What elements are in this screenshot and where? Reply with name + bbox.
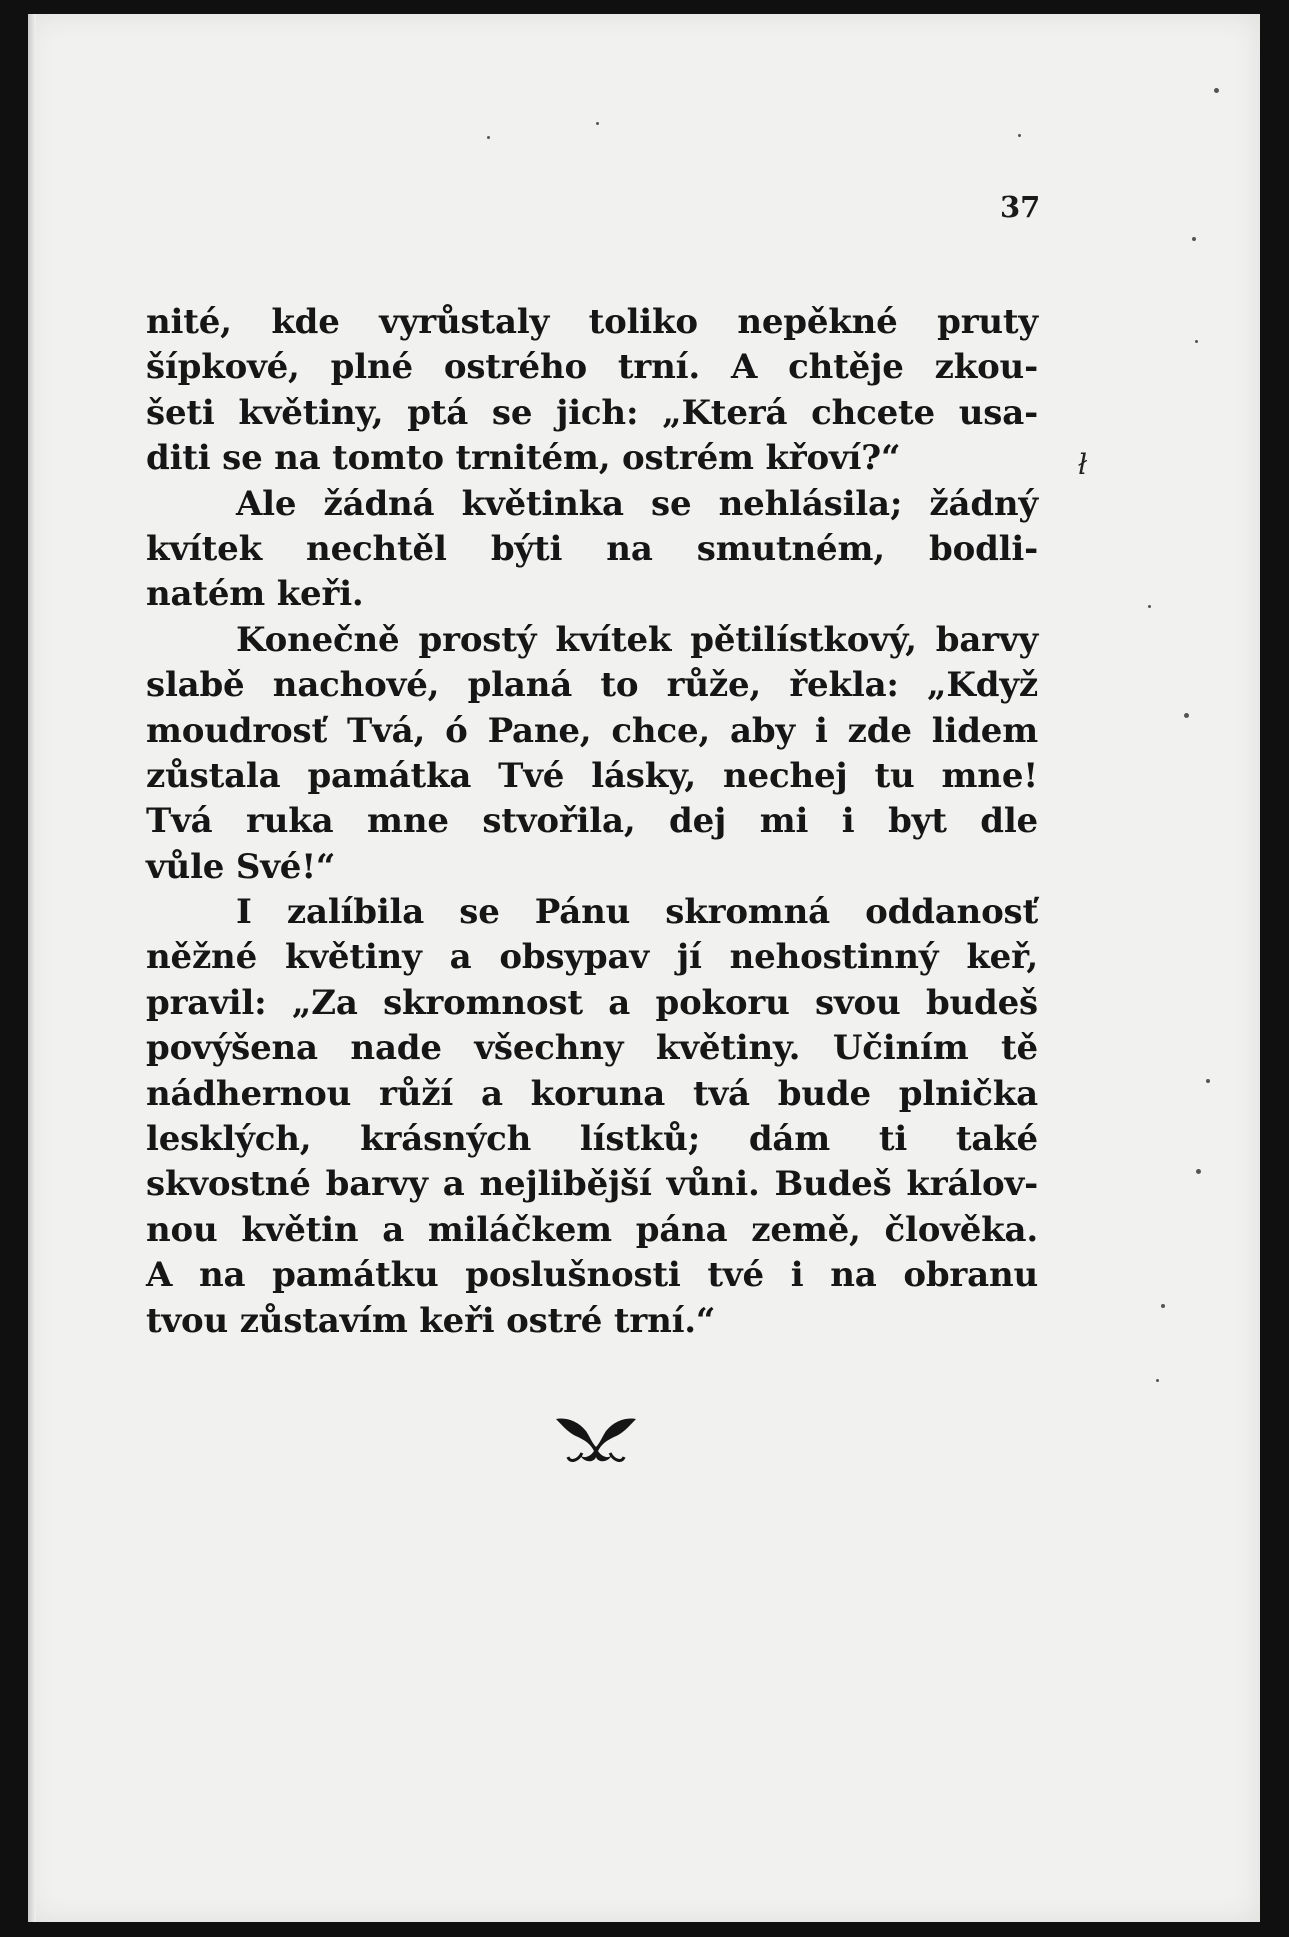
scan-speck — [1148, 605, 1151, 608]
text-line: šeti květiny, ptá se jich: „Která chcete usa- — [146, 392, 1038, 433]
text-line: nou květin a miláčkem pána země, člověka. — [146, 1209, 1038, 1250]
scan-speck — [1214, 88, 1219, 93]
text-line: kvítek nechtěl býti na smutném, bodli- — [146, 528, 1038, 569]
scan-speck — [1206, 1079, 1210, 1083]
text-line: povýšena nade všechny květiny. Učiním tě — [146, 1028, 1038, 1069]
text-line: I zalíbila se Pánu skromná oddanosť — [236, 892, 1038, 933]
text-line: tvou zůstavím keři ostré trní.“ — [146, 1300, 716, 1341]
text-line: Konečně prostý kvítek pětilístkový, barvy — [236, 619, 1038, 660]
text-line: Tvá ruka mne stvořila, dej mi i byt dle — [146, 801, 1038, 842]
text-line: Ale žádná květinka se nehlásila; žádný — [236, 483, 1038, 524]
text-line: natém keři. — [146, 574, 364, 615]
scan-speck — [1192, 237, 1196, 241]
scan-speck — [1184, 713, 1189, 718]
text-line: slabě nachové, planá to růže, řekla: „Když — [146, 665, 1038, 706]
text-line: A na památku poslušnosti tvé i na obranu — [146, 1255, 1038, 1296]
text-line: šípkové, plné ostrého trní. A chtěje zkou- — [146, 347, 1038, 388]
text-line: skvostné barvy a nejlibější vůni. Budeš králov- — [146, 1164, 1038, 1205]
page-number: 37 — [1000, 190, 1041, 224]
text-line: pravil: „Za skromnost a pokoru svou budeš — [146, 982, 1038, 1023]
scan-speck — [1018, 134, 1021, 137]
page-gutter-shadow — [28, 14, 36, 1922]
scan-speck — [1196, 1169, 1201, 1174]
text-line: zůstala památka Tvé lásky, nechej tu mne! — [146, 755, 1038, 796]
scan-speck — [1161, 1304, 1165, 1308]
text-line: lesklých, krásných lístků; dám ti také — [146, 1119, 1038, 1160]
margin-mark: ł — [1078, 448, 1088, 481]
fleuron-icon — [552, 1413, 640, 1467]
body-text — [146, 300, 1038, 1344]
scan-speck — [596, 122, 599, 125]
text-line: moudrosť Tvá, ó Pane, chce, aby i zde lidem — [146, 710, 1038, 751]
text-line: diti se na tomto trnitém, ostrém křoví?“ — [146, 438, 901, 479]
scan-speck — [487, 136, 490, 139]
text-line: něžné květiny a obsypav jí nehostinný keř, — [146, 937, 1038, 978]
text-line: nádhernou růží a koruna tvá bude plnička — [146, 1073, 1038, 1114]
scan-speck — [1195, 340, 1198, 343]
text-line: nité, kde vyrůstaly toliko nepěkné pruty — [146, 302, 1038, 342]
scan-speck — [1156, 1379, 1159, 1382]
text-line: vůle Své!“ — [146, 846, 336, 887]
